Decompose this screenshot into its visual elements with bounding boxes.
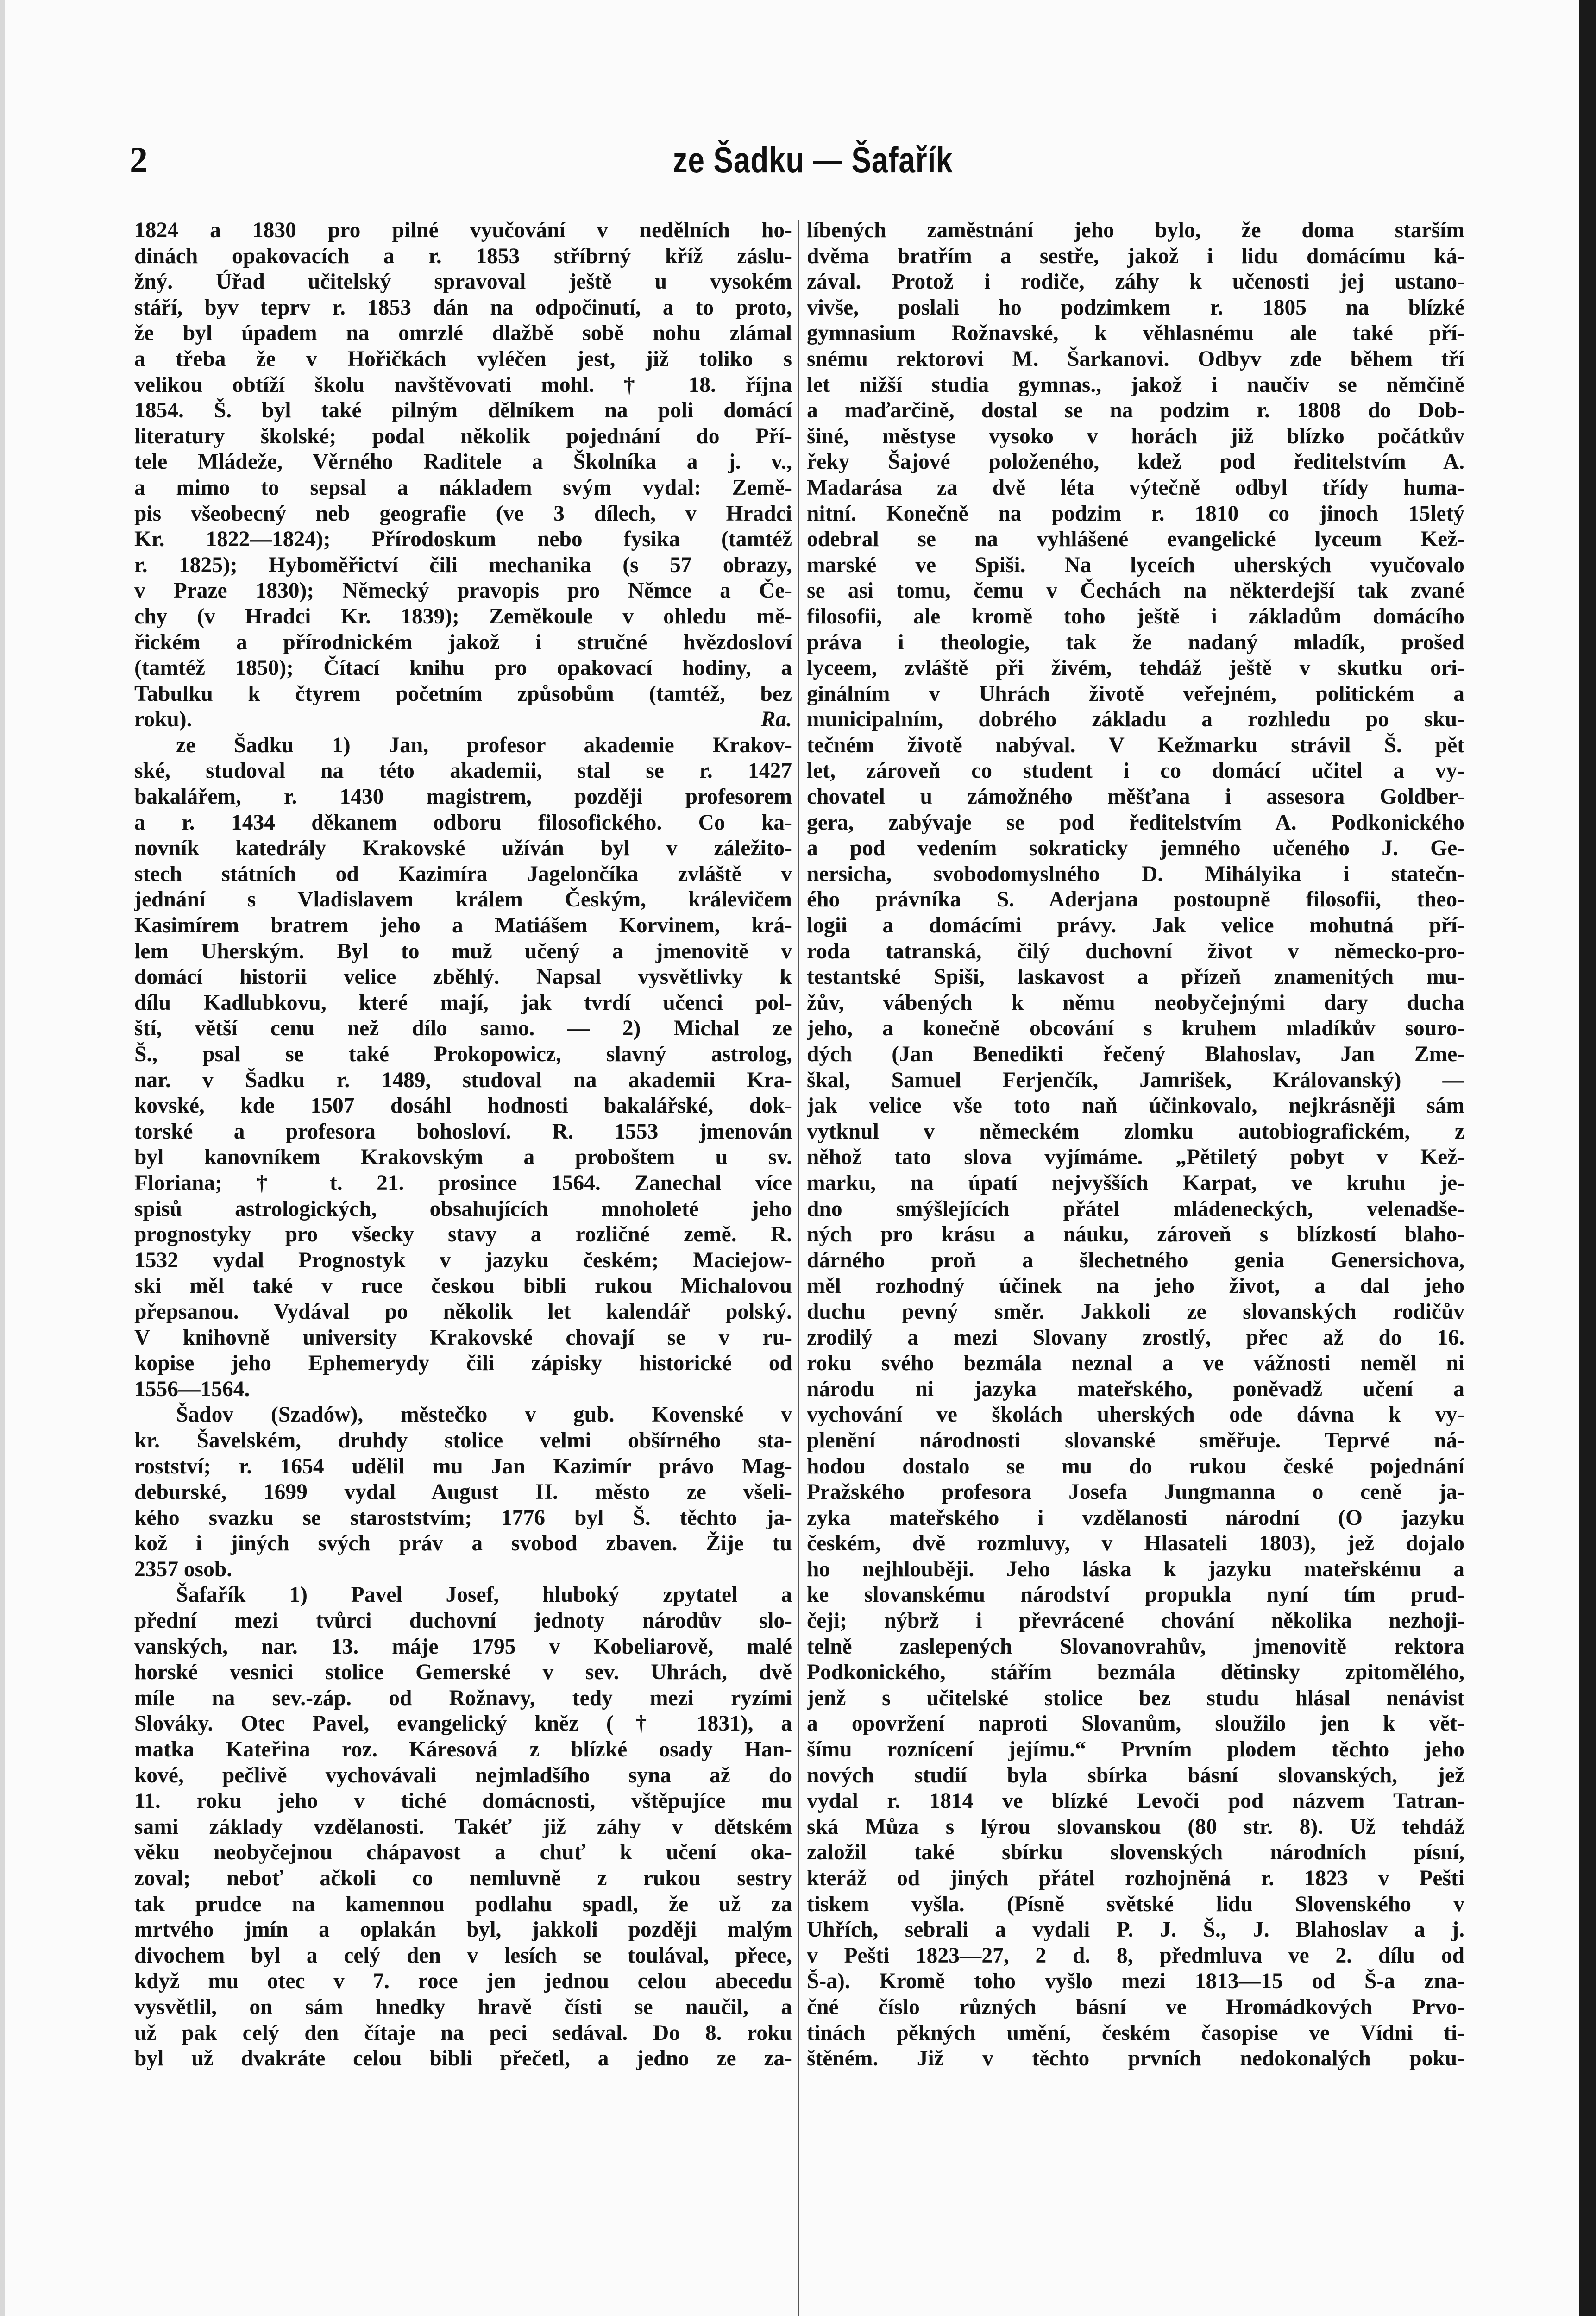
text-line: se asi tomu, čemu v Čechách na některdejší tak zvané — [807, 579, 1464, 603]
text-line: byl kanovníkem Krakovským a proboštem u sv. — [134, 1145, 792, 1170]
text-line: novník katedrály Krakovské užíván byl v záležito- — [134, 836, 792, 861]
text-line: když mu otec v 7. roce jen jednou celou abecedu — [134, 1969, 792, 1994]
text-line: čné číslo různých básní ve Hromádkových Prvo- — [807, 1995, 1464, 2019]
text-line: přední mezi tvůrci duchovní jednoty národův slo- — [134, 1609, 792, 1633]
text-line: čeji; nýbrž i převrácené chování několika nezhoji- — [807, 1609, 1464, 1633]
text-line: míle na sev.-záp. od Rožnavy, tedy mezi ryzími — [134, 1686, 792, 1710]
text-line: ého právníka S. Aderjana postoupně filosofii, theo- — [807, 887, 1464, 912]
text-line: Š., psal se také Prokopowicz, slavný astrolog, — [134, 1042, 792, 1066]
text-line: nitní. Konečně na podzim r. 1810 co jinoch 15letý — [807, 501, 1464, 526]
text-line: odebral se na vyhlášené evangelické lyceum Kež- — [807, 527, 1464, 552]
text-line: let nižší studia gymnas., jakož i naučiv se němčině — [807, 372, 1464, 397]
text-line: šiné, městyse vysoko v horách již blízko počátkův — [807, 424, 1464, 448]
text-line: ski měl také v ruce českou bibli rukou Michalovou — [134, 1274, 792, 1298]
text-line: v Praze 1830); Německý pravopis pro Němce a Če- — [134, 579, 792, 603]
text-line: kteráž od jiných přátel rozhojněná r. 1823 v Pešti — [807, 1866, 1464, 1890]
text-line: bakalářem, r. 1430 magistrem, později profesorem — [134, 785, 792, 809]
text-line: zyka mateřského i vzdělanosti národní (O jazyku — [807, 1505, 1464, 1530]
text-line: gera, zabývaje se pod ředitelstvím A. Podkonického — [807, 810, 1464, 835]
text-line: 1556—1564. — [134, 1377, 250, 1401]
text-line: Š-a). Kromě toho vyšlo mezi 1813—15 od Š-a zna- — [807, 1969, 1464, 1994]
text-line: pis všeobecný neb geografie (ve 3 dílech, v Hradci — [134, 501, 792, 526]
text-line: práva i theologie, tak že nadaný mladík, prošed — [807, 630, 1464, 655]
text-line: Kasimírem bratrem jeho a Matiášem Korvinem, krá- — [134, 913, 792, 938]
text-line: duchu pevný směr. Jakkoli ze slovanských rodičův — [807, 1299, 1464, 1324]
text-line: divochem byl a celý den v lesích se toulával, přece, — [134, 1943, 792, 1968]
text-line: vysvětlil, on sám hnedky hravě čísti se naučil, a — [134, 1995, 792, 2019]
text-line: a opovržení naproti Slovanům, sloužilo jen k vět- — [807, 1712, 1464, 1736]
text-line: let, zároveň co student i co domácí učitel a vy- — [807, 759, 1464, 783]
text-line: přepsanou. Vydával po několik let kalendář polský. — [134, 1299, 792, 1324]
text-line: deburské, 1699 vydal August II. město ze všeli- — [134, 1480, 792, 1504]
text-line: něhož tato slova vyjímáme. „Pětiletý pobyt v Kež- — [807, 1145, 1464, 1170]
text-line: a maďarčině, dostal se na podzim r. 1808 do Dob- — [807, 398, 1464, 423]
text-line: gymnasium Rožnavské, k věhlasnému ale také pří- — [807, 321, 1464, 346]
text-line: ze Šadku 1) Jan, profesor akademie Krakov- — [176, 733, 792, 757]
text-line: roku svého bezmála neznal a ve vážnosti neměl ni — [807, 1351, 1464, 1376]
text-line: lyceem, zvláště při živém, tehdáž ještě v skutku ori- — [807, 656, 1464, 680]
text-line: Uhřích, sebrali a vydali P. J. Š., J. Blahoslav a j. — [807, 1918, 1464, 1942]
text-line: r. 1825); Hyboměřictví čili mechanika (s 57 obrazy, — [134, 553, 792, 577]
text-line: dinách opakovacích a r. 1853 stříbrný kříž záslu- — [134, 244, 792, 268]
text-line: jak velice vše toto naň účinkovalo, nejkrásněji sám — [807, 1094, 1464, 1118]
text-line: plenění národnosti slovanské směřuje. Teprvé ná- — [807, 1428, 1464, 1453]
text-line: dých (Jan Benedikti řečený Blahoslav, Jan Zme- — [807, 1042, 1464, 1066]
text-line: řeky Šajové položeného, kdež pod ředitelstvím A. — [807, 450, 1464, 474]
page-header — [130, 139, 1496, 190]
text-line: kr. Šavelském, druhdy stolice velmi obšírného sta- — [134, 1428, 792, 1453]
text-line: ných pro krásu a náuku, zároveň s blízkostí blaho- — [807, 1222, 1464, 1247]
text-line: dílu Kadlubkovu, které mají, jak tvrdí učenci pol- — [134, 990, 792, 1015]
text-line: 11. roku jeho v tiché domácnosti, vštěpujíce mu — [134, 1789, 792, 1813]
text-line: telně zaslepených Slovanovrahův, jmenovitě rektora — [807, 1634, 1464, 1659]
text-line: dvěma bratřím a sestře, jakož i lidu domácímu ká- — [807, 244, 1464, 268]
text-line: V knihovně university Krakovské chovají se v ru- — [134, 1325, 792, 1350]
text-line: roda tatranská, čilý duchovní život v německo-pro- — [807, 939, 1464, 963]
text-line: zával. Protož i rodiče, záhy k učenosti jej ustano- — [807, 270, 1464, 294]
text-line: torské a profesora bohosloví. R. 1553 jmenován — [134, 1119, 792, 1144]
text-line: jeho, a konečně obcování s kruhem mladíkův souro- — [807, 1016, 1464, 1041]
text-line: škal, Samuel Ferjenčík, Jamrišek, Královanský) — — [807, 1068, 1464, 1092]
text-line: 2357 osob. — [134, 1557, 232, 1581]
text-line: ke slovanskému národství propukla nyní tím prud- — [807, 1583, 1464, 1607]
text-line: měl rozhodný účinek na jeho život, a dal jeho — [807, 1274, 1464, 1298]
text-line: vytknul v německém zlomku autobiografickém, z — [807, 1119, 1464, 1144]
text-line: už pak celý den čítaje na peci sedával. Do 8. roku — [134, 2020, 792, 2045]
text-line: chy (v Hradci Kr. 1839); Zeměkoule v ohledu mě- — [134, 604, 792, 629]
page-number: 2 — [130, 139, 148, 180]
text-line: vanských, nar. 13. máje 1795 v Kobeliarově, malé — [134, 1634, 792, 1659]
text-line: 1854. Š. byl také pilným dělníkem na poli domácí — [134, 398, 792, 423]
text-line: velikou obtíží školu navštěvovati mohl. † 18. října — [134, 372, 792, 397]
text-line: tele Mládeže, Věrného Raditele a Školníka a j. v., — [134, 450, 792, 474]
text-line: tečném životě nabýval. V Kežmarku strávil Š. pět — [807, 733, 1464, 757]
text-line: matka Kateřina roz. Káresová z blízké osady Han- — [134, 1737, 792, 1762]
text-line: vydal r. 1814 ve blízké Levoči pod názvem Tatran- — [807, 1789, 1464, 1813]
text-line: vivše, poslali ho podzimkem r. 1805 na blízké — [807, 295, 1464, 320]
text-line: kové, pečlivě vychovávali nejmladšího syna až do — [134, 1763, 792, 1787]
text-line: a třeba že v Hořičkách vyléčen jest, již toliko s — [134, 346, 792, 371]
text-line: a mimo to sepsal a nákladem svým vydal: Země- — [134, 475, 792, 500]
text-line: spisů astrologických, obsahujících mnoholeté jeho — [134, 1196, 792, 1221]
text-line: kopise jeho Ephemerydy čili zápisky historické od — [134, 1351, 792, 1376]
text-line: založil také sbírku slovenských národních písní, — [807, 1840, 1464, 1865]
text-line: líbených zaměstnání jeho bylo, že doma starším — [807, 218, 1464, 242]
text-line: jednání s Vladislavem králem Českým, králevičem — [134, 887, 792, 912]
text-line: 1532 vydal Prognostyk v jazyku českém; Maciejow- — [134, 1248, 792, 1272]
author-signature: Ra. — [760, 707, 792, 732]
text-line: Madarása za dvě léta výtečně odbyl třídy huma- — [807, 475, 1464, 500]
text-line: 1824 a 1830 pro pilné vyučování v nedělních ho- — [134, 218, 792, 242]
text-line: že byl úpadem na omrzlé dlažbě sobě nohu zlámal — [134, 321, 792, 346]
text-line: stech státních od Kazimíra Jagelončíka zvláště v — [134, 862, 792, 886]
text-line: šímu roznícení jejímu.“ Prvním plodem těchto jeho — [807, 1737, 1464, 1762]
running-head: ze Šadku — Šafařík — [672, 139, 953, 180]
text-line: Floriana; † t. 21. prosince 1564. Zanechal více — [134, 1171, 792, 1195]
text-line: stáří, byv teprv r. 1853 dán na odpočinutí, a to proto, — [134, 295, 792, 320]
text-line: žný. Úřad učitelský spravoval ještě u vysokém — [134, 270, 792, 294]
text-line: filosofii, ale kromě toho ještě i základům domácího — [807, 604, 1464, 629]
text-line: Kr. 1822—1824); Přírodoskum nebo fysika (tamtéž — [134, 527, 792, 552]
column-divider — [798, 220, 799, 2316]
text-line: žův, vábených k němu neobyčejnými dary ducha — [807, 990, 1464, 1015]
text-line: českém, dvě rozmluvy, v Hlasateli 1803), jež dojalo — [807, 1531, 1464, 1556]
text-line: Tabulku k čtyrem početním způsobům (tamtéž, bez — [134, 681, 792, 706]
text-line: Šafařík 1) Pavel Josef, hluboký zpytatel a — [176, 1583, 792, 1607]
text-line: kož i jiných svých práv a svobod zbaven. Žije tu — [134, 1531, 792, 1556]
text-line: tiskem vyšla. (Písně světské lidu Slovenského v — [807, 1892, 1464, 1916]
text-line: věku neobyčejnou chápavost a chuť k učení oka- — [134, 1840, 792, 1865]
text-line: v Pešti 1823—27, 2 d. 8, předmluva ve 2. dílu od — [807, 1943, 1464, 1968]
text-line: (tamtéž 1850); Čítací knihu pro opakovací hodiny, a — [134, 656, 792, 680]
text-line: ské, studoval na této akademii, stal se r. 1427 — [134, 759, 792, 783]
text-line: testantské Spiši, laskavost a přízeň znamenitých mu- — [807, 965, 1464, 989]
scan-edge-left — [0, 0, 5, 2316]
text-line: nových studií byla sbírka básní slovanských, jež — [807, 1763, 1464, 1787]
text-line: snému rektorovi M. Šarkanovi. Odbyv zde během tří — [807, 346, 1464, 371]
scan-edge-right — [1579, 0, 1596, 2316]
text-line: Podkonického, stářím bezmála dětinsky zpitomělého, — [807, 1660, 1464, 1685]
text-line: horské vesnici stolice Gemerské v sev. Uhrách, dvě — [134, 1660, 792, 1685]
text-line: roku). Ra. — [134, 707, 792, 733]
text-line: municipalním, dobrého základu a rozhledu po sku- — [807, 707, 1464, 732]
text-line: marské ve Spiši. Na lyceích uherských vyučovalo — [807, 553, 1464, 577]
text-line: a pod vedením sokraticky jemného učeného J. Ge- — [807, 836, 1464, 861]
text-line: Pražského profesora Josefa Jungmanna o ceně ja- — [807, 1480, 1464, 1504]
text-line: národu ni jazyka mateřského, poněvadž učení a — [807, 1377, 1464, 1401]
text-line: kovské, kde 1507 dosáhl hodnosti bakalářské, dok- — [134, 1094, 792, 1118]
text-line: byl už dvakráte celou bibli přečetl, a jedno ze za- — [134, 2046, 792, 2071]
left-text-column — [134, 218, 792, 2072]
text-line: lem Uherským. Byl to muž učený a jmenovitě v — [134, 939, 792, 963]
text-line: dno smýšlejících přátel mládeneckých, velenadše- — [807, 1196, 1464, 1221]
text-line: štěném. Již v těchto prvních nedokonalých poku- — [807, 2046, 1464, 2071]
text-line: literatury školské; podal několik pojednání do Pří- — [134, 424, 792, 448]
right-text-column — [807, 218, 1464, 2072]
text-line: prognostyky pro všecky stavy a rozličné země. R. — [134, 1222, 792, 1247]
text-line: a r. 1434 děkanem odboru filosofického. Co ka- — [134, 810, 792, 835]
text-line: nar. v Šadku r. 1489, studoval na akademii Kra- — [134, 1068, 792, 1092]
text-line: nersicha, svobodomyslného D. Mihályika i statečn- — [807, 862, 1464, 886]
text-line: mrtvého jmín a oplakán byl, jakkoli později malým — [134, 1918, 792, 1942]
text-line: marku, na úpatí nejvyšších Karpat, ve kruhu je- — [807, 1171, 1464, 1195]
text-line: ská Můza s lýrou slovanskou (80 str. 8). Už tehdáž — [807, 1814, 1464, 1839]
text-line: hodou dostalo se mu do rukou české pojednání — [807, 1454, 1464, 1479]
text-line: ginálním v Uhrách životě veřejném, politickém a — [807, 681, 1464, 706]
text-line: Šadov (Szadów), městečko v gub. Kovenské v — [176, 1403, 792, 1427]
text-line: logii a domácími právy. Jak velice mohutná pří- — [807, 913, 1464, 938]
text-line: domácí historii velice zběhlý. Napsal vysvětlivky k — [134, 965, 792, 989]
text-line: vychování ve školách uherských ode dávna k vy- — [807, 1403, 1464, 1427]
text-line: tak prudce na kamennou podlahu spadl, že už za — [134, 1892, 792, 1916]
text-line: ští, větší cenu než dílo samo. — 2) Michal ze — [134, 1016, 792, 1041]
text-line: jenž s učitelské stolice bez studu hlásal nenávist — [807, 1686, 1464, 1710]
text-line: kého svazku se staroststvím; 1776 byl Š. těchto ja- — [134, 1505, 792, 1530]
text-line: Slováky. Otec Pavel, evangelický kněz († 1831), a — [134, 1712, 792, 1736]
text-line: sami základy vzdělanosti. Takéť již záhy v dětském — [134, 1814, 792, 1839]
text-line: ho nejhlouběji. Jeho láska k jazyku mateřskému a — [807, 1557, 1464, 1581]
text-line: rostství; r. 1654 udělil mu Jan Kazimír právo Mag- — [134, 1454, 792, 1479]
text-line: chovatel u zámožného měšťana i assesora Goldber- — [807, 785, 1464, 809]
text-line: zrodilý a mezi Slovany zrostlý, přec až do 16. — [807, 1325, 1464, 1350]
text-line: zoval; neboť ačkoli co nemluvně z rukou sestry — [134, 1866, 792, 1890]
text-line: tinách pěkných umění, českém časopise ve Vídni ti- — [807, 2020, 1464, 2045]
text-line: řickém a přírodnickém jakož i stručné hvězdosloví — [134, 630, 792, 655]
text-line: dárného proň a šlechetného genia Genersichova, — [807, 1248, 1464, 1272]
